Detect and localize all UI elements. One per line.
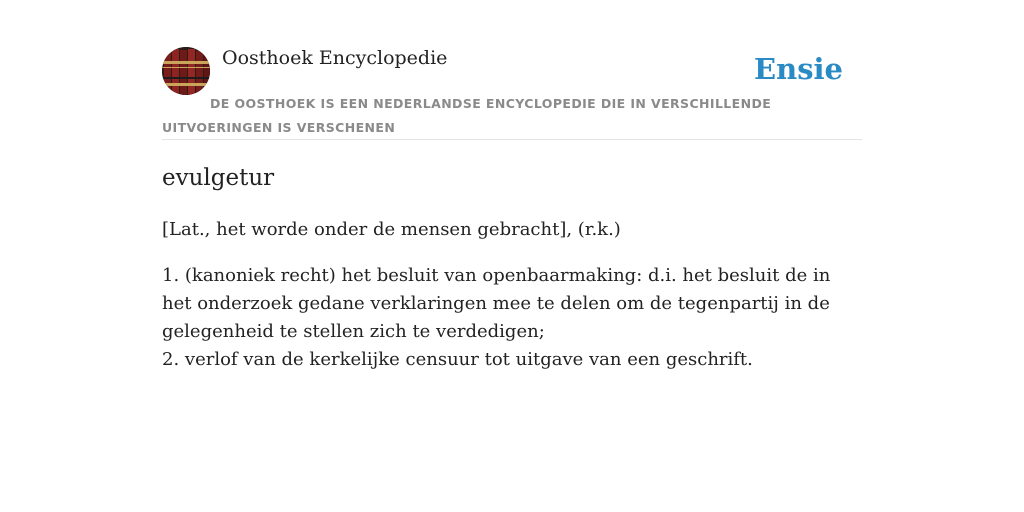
definition-item: 1. (kanoniek recht) het besluit van openbaarmaking: d.i. het besluit de in het onderzoek gedane verklaringen mee te delen om de tegenpartij in de gelegenheid te stellen zich te verdedigen; — [162, 265, 831, 342]
site-tagline: DE OOSTHOEK IS EEN NEDERLANDSE ENCYCLOPEDIE DIE IN VERSCHILLENDE UITVOERINGEN IS VERSCHENEN — [162, 96, 772, 135]
entry-definitions — [162, 262, 862, 374]
brand-logo-link[interactable]: Ensie — [754, 52, 843, 86]
site-header — [162, 46, 862, 140]
entry-etymology: [Lat., het worde onder de mensen gebracht], (r.k.) — [162, 219, 621, 240]
site-title[interactable]: Oosthoek Encyclopedie — [222, 47, 448, 69]
entry-content — [162, 160, 862, 374]
entry-term: evulgetur — [162, 165, 275, 191]
encyclopedia-avatar-icon[interactable] — [162, 47, 210, 95]
definition-item: 2. verlof van de kerkelijke censuur tot uitgave van een geschrift. — [162, 349, 753, 370]
